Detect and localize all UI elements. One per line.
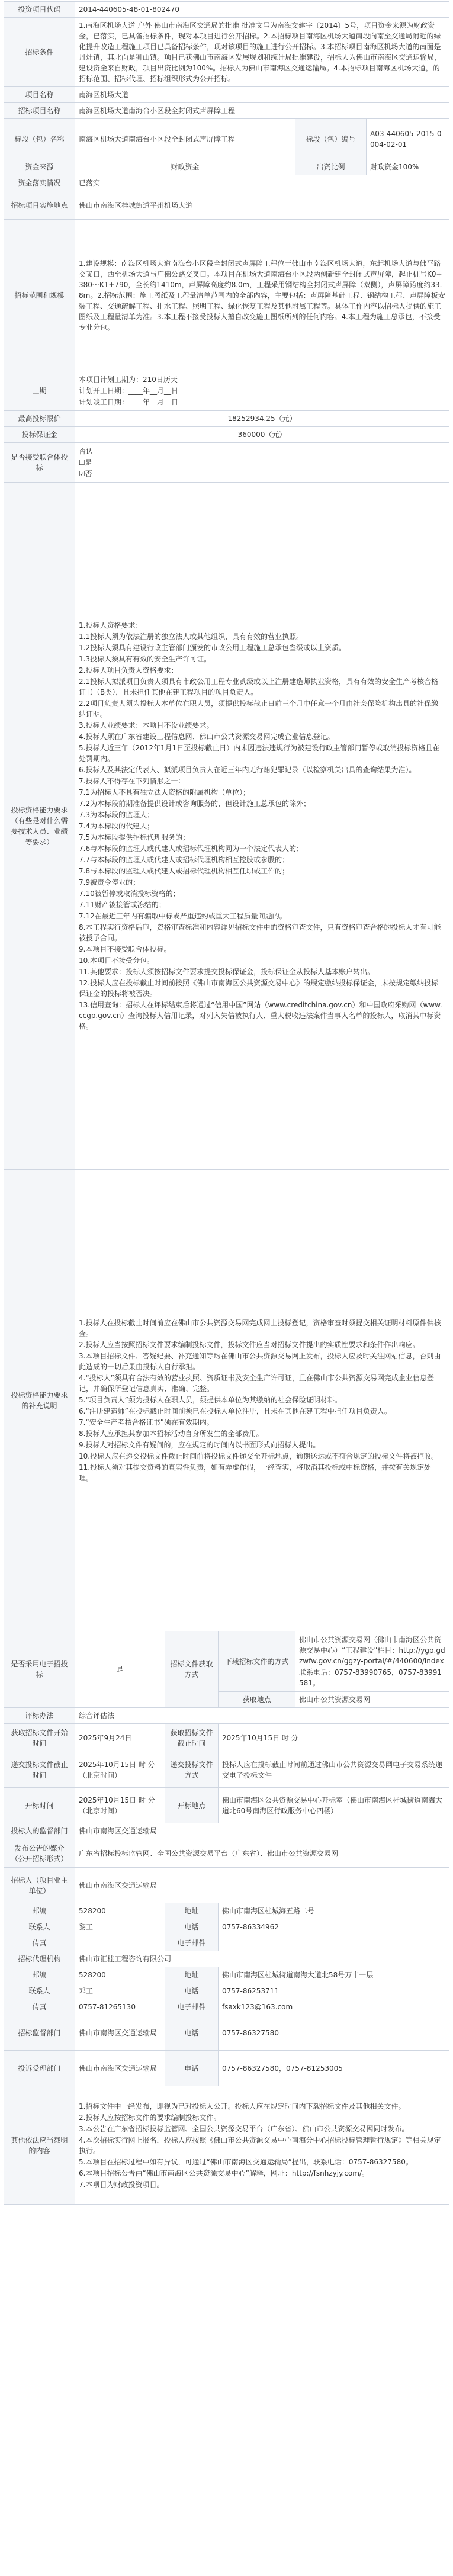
row-open [4,1788,449,1823]
section-code-value: A03-440605-2015-0004-02-01 [367,119,449,159]
qualification-line: 7.12在最近三年内有骗取中标或严重违约或重大工程质量问题的。 [79,912,287,920]
row-file-time [4,1724,449,1752]
open-place-label: 开标地点 [165,1788,219,1823]
qualification-line: 2.2项目负责人须为投标人本单位在职人员，须提供投标截止日前三个月中任意一个月由社会保险机构出具的社保缴纳证明。 [79,699,439,718]
tenderer-fax-label: 传真 [4,1935,75,1951]
tenderer-email-label: 电子邮件 [165,1935,219,1951]
row-other [4,2086,449,2205]
fund-source-label: 资金来源 [4,159,75,175]
notes-line: 9.投标人对招标文件有疑问的，应在规定的时间内以书面形式向招标人提出。 [79,1440,320,1449]
qualification-line: 7.1为招标人不具有独立法人资格的附属机构（单位）； [79,788,250,796]
file-start-label: 获取招标文件开始时间 [4,1724,75,1752]
other-line: 3.本公告在广东省招标投标监管网、全国公共资源交易平台（广东省）、佛山市公共资源交易网同时发布。 [79,2124,409,2133]
tenderer-phone: 0757-86334962 [219,1919,449,1935]
obtain-location-label: 获取地点 [219,1692,295,1708]
complaint-name: 佛山市南海区交通运输局 [75,2051,165,2086]
complaint-label: 投诉受理部门 [4,2051,75,2086]
row-agency-fax [4,1999,449,2015]
download-url-link[interactable]: 佛山市公共资源交易网（佛山市南海区公共资源交易中心）“工程建设”栏目：http://ygp.gdzwfw.gov.cn/ggzy-portal/#/440600/index [299,1636,445,1665]
row-location [4,191,449,220]
bid-conditions-value: 1.南海区机场大道 户外 佛山市南海区交通局的批准 批准文号为南海交建字〔2014〕5号，项目资金来源为财政资金，已落实，已具备招标条件，现对本项目进行公开招标。2.本招标项目南海区机场大道南段向南至交通局附近的绿化提升改造工程施工项目已具备招标条件，现对该项目的施工进行公开招标。3.本招标项目南海区机场大道的南面是丹灶镇，其北面是狮山镇。项目已获佛山市南海区发展规划和统计局批准建设，招标人为佛山市南海区交通运输局，建设资金来自财政，项目出资比例为100%。招标人为佛山市南海区交通运输局。4.本招标项目南海区机场大道，的招标范围、招标代理、招标组织形式为公开招标。 [75,18,449,87]
qualification-line: 4.投标人须在广东省建设工程信息网、佛山市公共资源交易网完成企业信息登记。 [79,733,335,741]
bid-project-name-value: 南海区机场大道南海台小区段全封闭式声屏障工程 [75,103,449,119]
joint-bid-value [75,443,449,483]
bid-deadline-label: 递交投标文件截止时间 [4,1752,75,1788]
duration-line: 本项目计划工期为：210日历天 [79,375,178,384]
qualification-line: 7.11财产被接管或冻结的； [79,901,166,909]
tenderer-label: 招标人（项目业主单位） [4,1868,75,1903]
project-name-value: 南海区机场大道 [75,87,449,103]
agency-fax: 0757-81265130 [75,1999,165,2015]
qualification-line: 7.10被暂停或取消投标资格的； [79,889,180,898]
location-value: 佛山市南海区桂城街道平州机场大道 [75,191,449,220]
agency-email[interactable]: fsaxk123@163.com [219,1999,449,2015]
qualification-line: 7.5为本标段提供招标代理服务的； [79,833,190,841]
agency-contact-label: 联系人 [4,1983,75,1999]
other-label: 其他依法应当载明的内容 [4,2086,75,2205]
file-method-label: 招标文件获取方式 [165,1631,219,1708]
file-end-label: 获取招标文件截止时间 [165,1724,219,1752]
agency-label: 招标代理机构 [4,1951,75,1967]
agency-address-label: 地址 [165,1967,219,1983]
qualification-line: 1.投标人资格要求： [79,621,143,629]
row-max-price [4,411,449,427]
qualification-line: 8.本工程实行资格后审，资格审查标准和内容详见招标文件中的资格审查文件，只有资格审查合格的投标人才有可能被授予合同。 [79,923,441,942]
scope-label: 招标范围和规模 [4,220,75,371]
tenderer-postcode: 528200 [75,1903,165,1919]
bid-bond-value: 360000（元） [75,427,449,443]
open-time-label: 开标时间 [4,1788,75,1823]
supervision-phone-label: 电话 [165,2015,219,2051]
agency-name: 佛山市汇桂工程咨询有限公司 [75,1951,449,1967]
row-agency [4,1951,449,1967]
download-method-label: 下载招标文件的方式 [219,1631,295,1692]
notes-line: 7.“安全生产考核合格证书”须在有效期内。 [79,1418,214,1427]
qualification-line: 2.投标人项目负责人资格要求： [79,666,178,674]
row-electronic [4,1631,449,1692]
section-code-label: 标段（包）编号 [295,119,367,159]
notes-line: 2.投标人应当按照招标文件要求编制投标文件，投标文件应当对招标文件提出的实质性要求和条件作出响应。 [79,1340,420,1349]
section-name-value: 南海区机场大道南海台小区段全封闭式声屏障工程 [75,119,295,159]
fund-ratio-label: 出资比例 [295,159,367,175]
qualification-line: 7.2为本标段前期准备提供设计或咨询服务的，但设计施工总承包的除外； [79,799,311,808]
electronic-value: 是 [75,1631,165,1708]
row-complaint [4,2051,449,2086]
agency-address: 佛山市南海区桂城街道南海大道北58号万丰一层 [219,1967,449,1983]
tenderer-fax [75,1935,165,1951]
row-supervision [4,2015,449,2051]
qualification-line: 6.投标人及其法定代表人、拟派项目负责人在近三年内无行贿犯罪记录（以检察机关出具的查询结果为准）。 [79,766,416,774]
other-line: 1.招标文件中一经发布，即视为已对投标人公开。投标人应在规定时间内下载招标文件及其他相关文件。 [79,2102,406,2111]
electronic-label: 是否采用电子招投标 [4,1631,75,1708]
location-label: 招标项目实施地点 [4,191,75,220]
project-name-label: 项目名称 [4,87,75,103]
other-line: 5.本项目在招标过程中如有异议，可通过“佛山市南海区交通运输局”提出，联系电话：0757-86327580。 [79,2157,413,2166]
row-tenderer-postcode [4,1903,449,1919]
qualification-line: 7.6与本标段的监理人或代建人或招标代理机构同为一个法定代表人的； [79,844,304,853]
qualification-value [75,483,449,1170]
obtain-location-value: 佛山市公共资源交易网 [295,1692,449,1708]
notes-line: 1.投标人在投标截止时间前应在佛山市公共资源交易网完成网上投标登记，资格审查时须提交相关证明材料原件供核查。 [79,1318,441,1338]
qualification-line: 2.1投标人拟派项目负责人须具有市政公用工程专业贰级或以上注册建造师执业资格，具有有效的安全生产考核合格证书（B类），且未担任其他在建工程项目的项目负责人。 [79,677,439,696]
fund-source-value: 财政资金 [75,159,295,175]
joint-bid-option-yes[interactable]: ☐是 [79,458,92,467]
tenderer-contact-label: 联系人 [4,1919,75,1935]
max-price-value: 18252934.25（元） [75,411,449,427]
other-line: 7.本项目为财政投资项目。 [79,2180,164,2189]
open-time-value: 2025年10月15日 时 分（北京时间） [75,1788,165,1823]
row-tenderer-contact [4,1919,449,1935]
notes-line: 10.投标人应在递交投标文件截止时间前将投标文件递交至开标地点，逾期送达或不符合规定的投标文件将被拒收。 [79,1451,439,1460]
complaint-phone-label: 电话 [165,2051,219,2086]
download-contact: 联系电话：0757-83990765，0757-83991581。 [299,1668,442,1687]
eval-method-value: 综合评估法 [75,1708,449,1724]
download-method-value [295,1631,449,1692]
joint-bid-label: 是否接受联合体投标 [4,443,75,483]
tenderer-postcode-label: 邮编 [4,1903,75,1919]
bid-conditions-label: 招标条件 [4,18,75,87]
other-value [75,2086,449,2205]
row-scope [4,220,449,371]
bid-project-name-label: 招标项目名称 [4,103,75,119]
row-tenderer-fax [4,1935,449,1951]
bid-deadline-value: 2025年10月15日 时 分（北京时间） [75,1752,165,1788]
qualification-line: 10.本项目不接受分包。 [79,956,155,965]
qualification-line: 1.2投标人须具有建设行政主管部门颁发的市政公用工程施工总承包叁级或以上资质。 [79,644,346,652]
row-project-name [4,87,449,103]
duration-line: 计划开工日期：____年__月__日 [79,387,179,395]
qualification-line: 1.3投标人须具有有效的安全生产许可证。 [79,655,211,663]
fund-implemented-label: 资金落实情况 [4,175,75,191]
agency-fax-label: 传真 [4,1999,75,2015]
joint-bid-line: 否认 [79,447,94,455]
qualification-line: 5.投标人近三年（2012年1月1日至投标截止日）内未因违法违规行为被建设行政主管部门暂停或取消投标资格且在处罚期内。 [79,744,440,763]
agency-email-label: 电子邮件 [165,1999,219,2015]
bid-bond-label: 投标保证金 [4,427,75,443]
duration-line: 计划竣工日期：____年__月__日 [79,398,179,406]
agency-postcode: 528200 [75,1967,165,1983]
qualification-line: 7.8与本标段的监理人或代建人或招标代理机构相互任职或工作的； [79,867,290,875]
qualification-line: 7.7与本标段的监理人或代建人或招标代理机构相互控股或参股的； [79,856,290,864]
max-price-label: 最高投标限价 [4,411,75,427]
row-joint-bid [4,443,449,483]
qualification-label: 投标资格能力要求（有些是对什么需要技术人员、业绩等要求） [4,483,75,1170]
notes-line: 4.“投标人”须具有合法有效的营业执照、资质证书及安全生产许可证，且在佛山市公共资源交易网完成企业信息登记，并确保所登记信息真实、准确、完整。 [79,1373,434,1393]
submit-method-value: 投标人应在投标截止时间前通过佛山市公共资源交易网电子交易系统递交电子投标文件 [219,1752,449,1788]
agency-phone-label: 电话 [165,1983,219,1999]
row-supervisor [4,1823,449,1839]
duration-label: 工期 [4,371,75,411]
notes-line: 5.“项目负责人”须为投标人在职人员，须提供本单位为其缴纳的社会保险证明材料。 [79,1395,342,1404]
duration-value [75,371,449,411]
other-line: 6.本项目招标公告由“佛山市南海区公共资源交易中心”解释，网址：http://fsnhzyjy.com/。 [79,2169,369,2177]
qualification-line: 7.4为本标段的代建人； [79,822,155,830]
bid-announcement-table [4,1,449,2205]
tenderer-email [219,1935,449,1951]
agency-phone: 0757-86253711 [219,1983,449,1999]
supervisor-value: 佛山市南海区交通运输局 [75,1823,449,1839]
tenderer-address-label: 地址 [165,1903,219,1919]
qualification-line: 13.信用查询：招标人在评标结束后将通过“信用中国”网站（www.creditchina.gov.cn）和中国政府采购网（www.ccgp.gov.cn）查询投标人信用记录，对列入失信被执行人、重大税收违法案件当事人名单的投标人，取消其中标资格。 [79,1001,442,1030]
supervision-name: 佛山市南海区交通运输局 [75,2015,165,2051]
notes-line: 11.投标人须对其提交资料的真实性负责，如有弄虚作假，一经查实，将取消其投标或中标资格，并按有关规定处理。 [79,1463,432,1482]
qualification-line: 1.1投标人须为依法注册的独立法人或其他组织，具有有效的营业执照。 [79,632,304,641]
file-start-value: 2025年9月24日 [75,1724,165,1752]
other-line: 4.本次招标实行网上报名，投标人应按照《佛山市公共资源交易中心南海分中心招标投标管理暂行规定》等相关规定执行。 [79,2135,441,2155]
tenderer-name: 佛山市南海区交通运输局 [75,1868,449,1903]
row-bid-deadline [4,1752,449,1788]
eval-method-label: 评标办法 [4,1708,75,1724]
tenderer-address: 佛山市南海区桂城海五路二号 [219,1903,449,1919]
fund-implemented-value: 已落实 [75,175,449,191]
qualification-line: 12.投标人应在投标截止时间前按照《佛山市南海区公共资源交易中心》的规定缴纳投标保证金，未按规定缴纳投标保证金的投标将被否决。 [79,979,439,998]
publisher-value: 广东省招标投标监管网、全国公共资源交易平台（广东省）、佛山市公共资源交易网 [75,1839,449,1868]
qualification-line: 3.投标人业绩要求：本项目不设业绩要求。 [79,721,214,730]
row-bid-bond [4,427,449,443]
notes-line: 8.投标人应承担其参加本招标活动自身所发生的全部费用。 [79,1429,264,1438]
row-section [4,119,449,159]
qualification-line: 7.3为本标段的监理人； [79,811,155,819]
notes-value [75,1170,449,1631]
row-qualification [4,483,449,1170]
joint-bid-option-no[interactable]: ☑否 [79,470,92,478]
row-notes [4,1170,449,1631]
row-publisher [4,1839,449,1868]
complaint-phone: 0757-86327580，0757-81253005 [219,2051,449,2086]
qualification-line: 7.9被责令停业的； [79,878,140,886]
agency-postcode-label: 邮编 [4,1967,75,1983]
section-name-label: 标段（包）名称 [4,119,75,159]
row-fund [4,159,449,175]
row-bid-conditions [4,18,449,87]
scope-value: 1.建设规模：南海区机场大道南海台小区段全封闭式声屏障工程位于佛山市南海区机场大道，东起机场大道与佛平路交叉口，西至机场大道与广佛公路交叉口。本项目在机场大道南海台小区段两侧新建全封闭式声屏障，起止桩号K0+380～K1+790，全长约1410m，声屏障高度约8.0m，工程采用钢结构全封闭式声屏障（双侧），声屏障跨度约33.8m。2.招标范围：施工图纸及工程量清单范围内的全部内容，主要包括：声屏障基础工程、钢结构工程、声屏障板安装工程、交通疏解工程、排水工程、照明工程、绿化恢复工程及其他附属工程等。具体工作内容以招标人提供的施工图纸及工程量清单为准。3.本工程不接受投标人擅自改变施工图纸所列的任何内容。4.本工程为施工总承包，不接受专业分包。 [75,220,449,371]
open-place-value: 佛山市南海区公共资源交易中心开标室（佛山市南海区桂城街道南海大道北60号南海区行政服务中心四楼） [219,1788,449,1823]
fund-ratio-value: 财政资金100% [367,159,449,175]
submit-method-label: 递交投标文件方式 [165,1752,219,1788]
other-line: 2.投标人应按招标文件的要求编制投标文件。 [79,2113,221,2122]
project-code-label: 投资项目代码 [4,2,75,18]
supervision-phone: 0757-86327580 [219,2015,449,2051]
notes-line: 6.“注册建造师”在投标截止时间前须已在投标人单位注册，且未在其他在建工程中担任项目负责人。 [79,1406,391,1415]
row-eval-method [4,1708,449,1724]
agency-contact: 邓工 [75,1983,165,1999]
row-agency-contact [4,1983,449,1999]
qualification-line: 11.其他要求：投标人须按招标文件要求提交投标保证金，投标保证金从投标人基本账户转出。 [79,968,375,976]
publisher-label: 发布公告的媒介（公开招标形式） [4,1839,75,1868]
tenderer-phone-label: 电话 [165,1919,219,1935]
row-fund-implemented [4,175,449,191]
project-code-value: 2014-440605-48-01-802470 [75,2,449,18]
row-bid-project-name [4,103,449,119]
tenderer-contact: 黎工 [75,1919,165,1935]
qualification-line: 7.投标人不得存在下列情形之一： [79,777,185,785]
row-project-code [4,2,449,18]
row-tenderer [4,1868,449,1903]
supervision-label: 招标监督部门 [4,2015,75,2051]
notes-line: 3.本项目招标文件、答疑纪要、补充通知等均在佛山市公共资源交易网上发布，投标人应及时关注网站信息，否则由此造成的一切后果由投标人自行承担。 [79,1351,441,1371]
file-end-value: 2025年10月15日 时 分 [219,1724,449,1752]
notes-label: 投标资格能力要求的补充说明 [4,1170,75,1631]
supervisor-label: 投标人的监督部门 [4,1823,75,1839]
row-agency-address [4,1967,449,1983]
row-duration [4,371,449,411]
qualification-line: 9.本项目不接受联合体投标。 [79,945,171,953]
